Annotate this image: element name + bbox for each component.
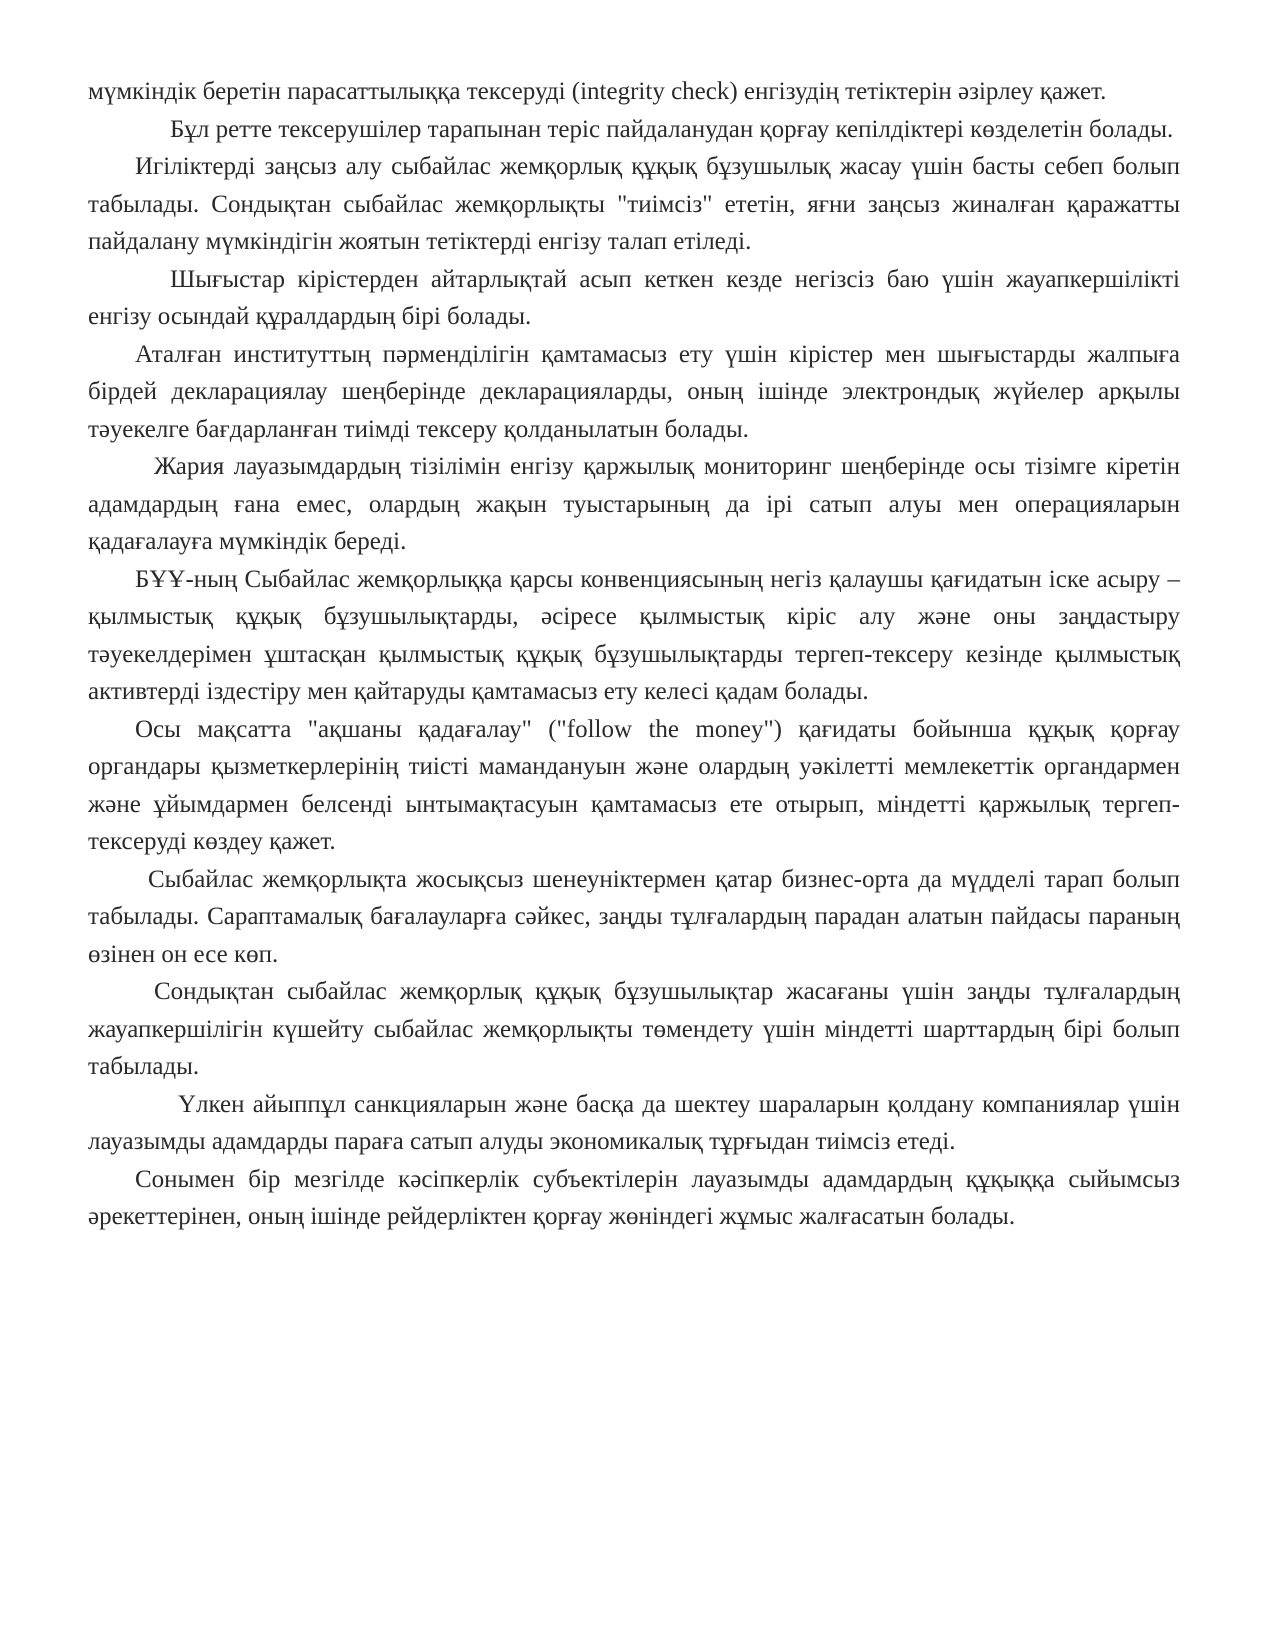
body-text — [88, 73, 1180, 1236]
paragraph-legal-entity-liability: Сондықтан сыбайлас жемқорлық құқық бұзушылықтар жасағаны үшін заңды тұлғалардың жауапкершілігін күшейту сыбайлас жемқорлықты төмендету үшін міндетті шарттардың бірі болып табылады. — [88, 978, 1180, 1080]
paragraph-business-environment: Сыбайлас жемқорлықта жосықсыз шенеуніктермен қатар бизнес-орта да мүдделі тарап болып табылады. Сараптамалық бағалауларға сәйкес, заңды тұлғалардың парадан алатын пайдасы параның өзінен он есе көп. — [88, 865, 1180, 968]
paragraph-raiding-protection: Сонымен бір мезгілде кәсіпкерлік субъектілерін лауазымды адамдардың құқыққа сыйымсыз әрекеттерінен, оның ішінде рейдерліктен қорғау жөніндегі жұмыс жалғасатын болады. — [88, 1165, 1180, 1230]
paragraph-abuse-protection: Бұл ретте тексерушілер тарапынан теріс пайдаланудан қорғау кепілдіктері көзделетін болады. — [170, 115, 1174, 143]
paragraph-follow-the-money: Осы мақсатта "ақшаны қадағалау" ("follow the money") қағидаты бойынша құқық қорғау органдары қызметкерлерінің тиісті мамандануын және олардың уәкілетті мемлекеттік органдармен және ұйымдармен белсенді ынтымақтасуын қамтамасыз ете отырып, міндетті қаржылық тергеп-тексеруді көздеу қажет. — [88, 715, 1180, 855]
paragraph-integrity-check: мүмкіндік беретін парасаттылыққа тексеруді (integrity check) енгізудің тетіктерін әзірлеу қажет. — [88, 78, 1107, 105]
paragraph-declaration: Аталған институттың пәрменділігін қамтамасыз ету үшін кірістер мен шығыстарды жалпыға бірдей декларациялау шеңберінде декларацияларды, оның ішінде электрондық жүйелер арқылы тәуекелге бағдарланған тиімді тексеру қолданылатын болады. — [88, 340, 1180, 443]
paragraph-public-positions-register: Жария лауазымдардың тізілімін енгізу қаржылық мониторинг шеңберінде осы тізімге кіретін адамдардың ғана емес, олардың жақын туыстарының да ірі сатып алуы мен операцияларын қадағалауға мүмкіндік береді. — [88, 453, 1180, 555]
paragraph-unjust-enrichment: Шығыстар кірістерден айтарлықтай асып кеткен кезде негізсіз баю үшін жауапкершілікті енгізу осындай құралдардың бірі болады. — [88, 265, 1180, 330]
paragraph-fines: Үлкен айыппұл санкцияларын және басқа да шектеу шараларын қолдану компаниялар үшін лауазымды адамдарды параға сатып алуды экономикалық тұрғыдан тиімсіз етеді. — [88, 1090, 1180, 1155]
paragraph-illegal-gains: Игіліктерді заңсыз алу сыбайлас жемқорлық құқық бұзушылық жасау үшін басты себеп болып табылады. Сондықтан сыбайлас жемқорлықты "тиімсіз" ететін, яғни заңсыз жиналған қаражатты пайдалану мүмкіндігін жоятын тетіктерді енгізу талап етіледі. — [88, 153, 1180, 255]
paragraph-un-convention: БҰҰ-ның Сыбайлас жемқорлыққа қарсы конвенциясының негіз қалаушы қағидатын іске асыру – қылмыстық құқық бұзушылықтарды, әсіресе қылмыстық кіріс алу және оны заңдастыру тәуекелдерімен ұштасқан қылмыстық құқық бұзушылықтарды тергеп-тексеру кезінде қылмыстық активтерді іздестіру мен қайтаруды қамтамасыз ету келесі қадам болады. — [88, 565, 1180, 705]
